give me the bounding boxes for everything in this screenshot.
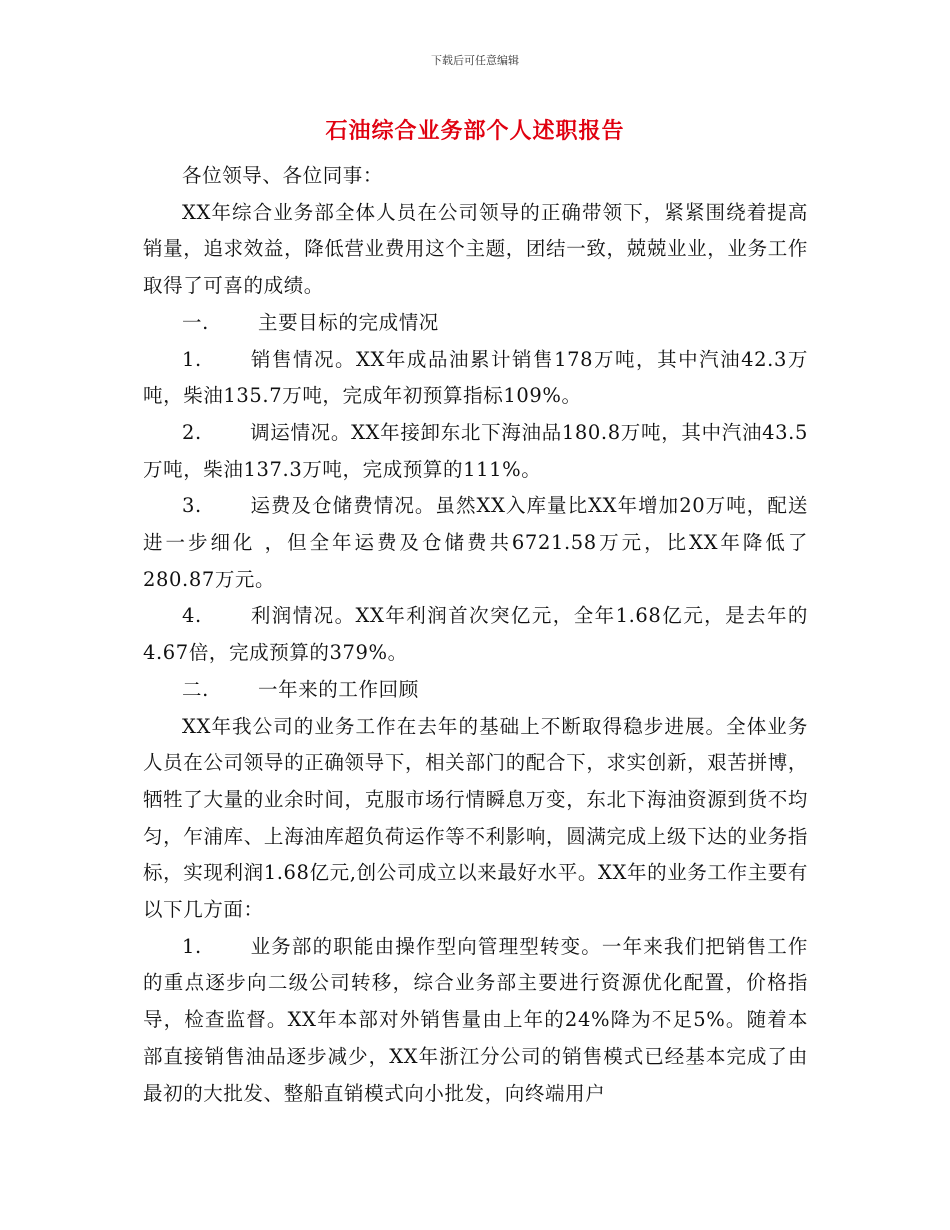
item-text: 利润情况。XX年利润首次突亿元，全年1.68亿元，是去年的4.67倍，完成预算的379%。 (143, 604, 808, 665)
document-title: 石油综合业务部个人述职报告 (325, 118, 625, 144)
item-number: 4. (182, 604, 202, 628)
section-title: 一年来的工作回顾 (258, 677, 419, 701)
section-heading-1 (143, 305, 808, 342)
list-item (143, 488, 808, 598)
review-paragraph: XX年我公司的业务工作在去年的基础上不断取得稳步进展。全体业务人员在公司领导的正确领导下，相关部门的配合下，求实创新，艰苦拼博，牺牲了大量的业余时间，克服市场行情瞬息万变，东北下海油资源到货不均匀，乍浦库、上海油库超负荷运作等不利影响，圆满完成上级下达的业务指标，实现利润1.68亿元,创公司成立以来最好水平。XX年的业务工作主要有以下几方面： (143, 714, 808, 922)
section-number: 二. (182, 677, 209, 701)
item-text: 业务部的职能由操作型向管理型转变。一年来我们把销售工作的重点逐步向二级公司转移，综合业务部主要进行资源优化配置，价格指导，检查监督。XX年本部对外销售量由上年的24%降为不足5%。随着本部直接销售油品逐步减少，XX年浙江分公司的销售模式已经基本完成了由最初的大批发、整船直销模式向小批发，向终端用户 (143, 934, 808, 1105)
list-item (143, 415, 808, 488)
page-header: 下载后可任意编辑 (431, 54, 519, 67)
list-item (143, 342, 808, 415)
item-text: 销售情况。XX年成品油累计销售178万吨，其中汽油42.3万吨，柴油135.7万吨，完成年初预算指标109%。 (143, 347, 808, 408)
section-number: 一. (182, 310, 209, 334)
item-text: 运费及仓储费情况。虽然XX入库量比XX年增加20万吨，配送进一步细化 ，但全年运费及仓储费共6721.58万元，比XX年降低了280.87万元。 (143, 494, 808, 591)
document-body (143, 158, 808, 1112)
item-number: 2. (182, 420, 202, 444)
intro-paragraph: XX年综合业务部全体人员在公司领导的正确带领下，紧紧围绕着提高销量，追求效益，降低营业费用这个主题，团结一致，兢兢业业，业务工作取得了可喜的成绩。 (143, 200, 808, 298)
item-number: 3. (182, 494, 202, 518)
salutation: 各位领导、各位同事： (182, 164, 384, 187)
item-number: 1. (182, 347, 202, 371)
item-number: 1. (182, 934, 202, 958)
section-heading-2 (143, 672, 808, 709)
section-title: 主要目标的完成情况 (258, 310, 439, 334)
list-item (143, 598, 808, 671)
item-text: 调运情况。XX年接卸东北下海油品180.8万吨，其中汽油43.5万吨，柴油137.3万吨，完成预算的111%。 (143, 420, 808, 481)
list-item (143, 929, 808, 1113)
